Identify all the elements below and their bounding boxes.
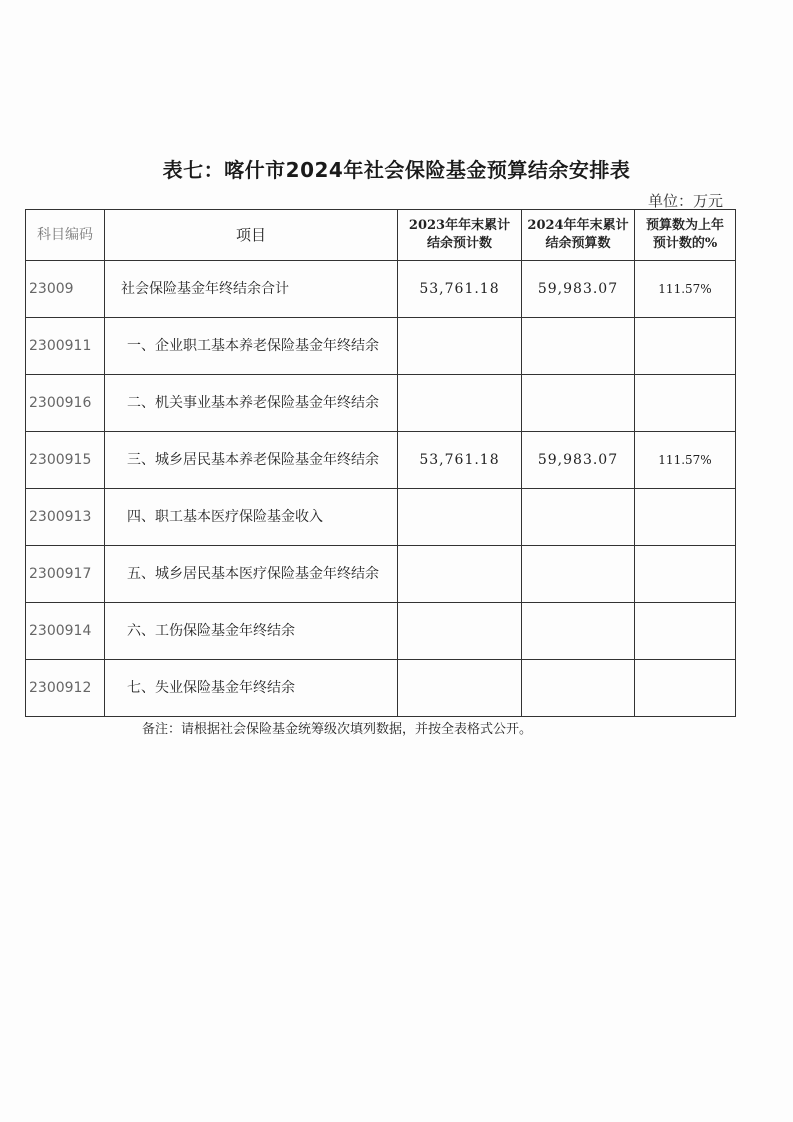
row-budget [522, 603, 635, 660]
row-budget: 59,983.07 [522, 432, 635, 489]
row-prev [398, 546, 522, 603]
row-budget [522, 318, 635, 375]
header-prev-line2: 结余预计数 [426, 236, 492, 251]
table-row [26, 603, 736, 660]
row-code: 2300911 [26, 318, 105, 375]
row-code: 2300914 [26, 603, 105, 660]
row-ratio [635, 546, 736, 603]
table-row [26, 318, 736, 375]
row-budget: 59,983.07 [522, 261, 635, 318]
row-prev [398, 660, 522, 717]
row-ratio: 111.57% [635, 261, 736, 318]
header-code: 科目编码 [26, 210, 105, 261]
header-ratio-line1: 预算数为上年 [645, 218, 724, 233]
header-ratio-line2: 预计数的% [652, 236, 718, 251]
row-ratio [635, 375, 736, 432]
header-budget-line2: 结余预算数 [545, 236, 611, 251]
table-row [26, 489, 736, 546]
row-name: 四、职工基本医疗保险基金收入 [105, 489, 398, 546]
row-code: 2300912 [26, 660, 105, 717]
row-budget [522, 546, 635, 603]
header-name: 项目 [105, 210, 398, 261]
row-ratio [635, 660, 736, 717]
row-code: 2300917 [26, 546, 105, 603]
unit-label: 单位：万元 [648, 192, 724, 210]
row-code: 2300913 [26, 489, 105, 546]
row-code: 2300915 [26, 432, 105, 489]
budget-table [25, 209, 736, 717]
row-name: 六、工伤保险基金年终结余 [105, 603, 398, 660]
row-prev [398, 375, 522, 432]
page-title: 表七：喀什市2024年社会保险基金预算结余安排表 [162, 158, 631, 182]
row-budget [522, 375, 635, 432]
row-name: 三、城乡居民基本养老保险基金年终结余 [105, 432, 398, 489]
row-ratio: 111.57% [635, 432, 736, 489]
row-name: 社会保险基金年终结余合计 [105, 261, 398, 318]
table-row [26, 261, 736, 318]
header-prev [398, 210, 522, 261]
row-code: 23009 [26, 261, 105, 318]
header-budget-line1: 2024年年末累计 [527, 218, 629, 233]
header-prev-line1: 2023年年末累计 [408, 218, 511, 233]
row-ratio [635, 318, 736, 375]
row-prev: 53,761.18 [398, 261, 522, 318]
table-row [26, 660, 736, 717]
row-name: 二、机关事业基本养老保险基金年终结余 [105, 375, 398, 432]
row-prev [398, 318, 522, 375]
footnote: 备注：请根据社会保险基金统筹级次填列数据，并按全表格式公开。 [142, 722, 533, 737]
row-prev: 53,761.18 [398, 432, 522, 489]
row-name: 一、企业职工基本养老保险基金年终结余 [105, 318, 398, 375]
row-prev [398, 603, 522, 660]
header-ratio [635, 210, 736, 261]
table-row [26, 375, 736, 432]
row-prev [398, 489, 522, 546]
row-ratio [635, 603, 736, 660]
row-code: 2300916 [26, 375, 105, 432]
table-header-row [26, 210, 736, 261]
row-ratio [635, 489, 736, 546]
row-name: 七、失业保险基金年终结余 [105, 660, 398, 717]
row-name: 五、城乡居民基本医疗保险基金年终结余 [105, 546, 398, 603]
header-budget [522, 210, 635, 261]
table-row [26, 432, 736, 489]
row-budget [522, 660, 635, 717]
row-budget [522, 489, 635, 546]
table-row [26, 546, 736, 603]
